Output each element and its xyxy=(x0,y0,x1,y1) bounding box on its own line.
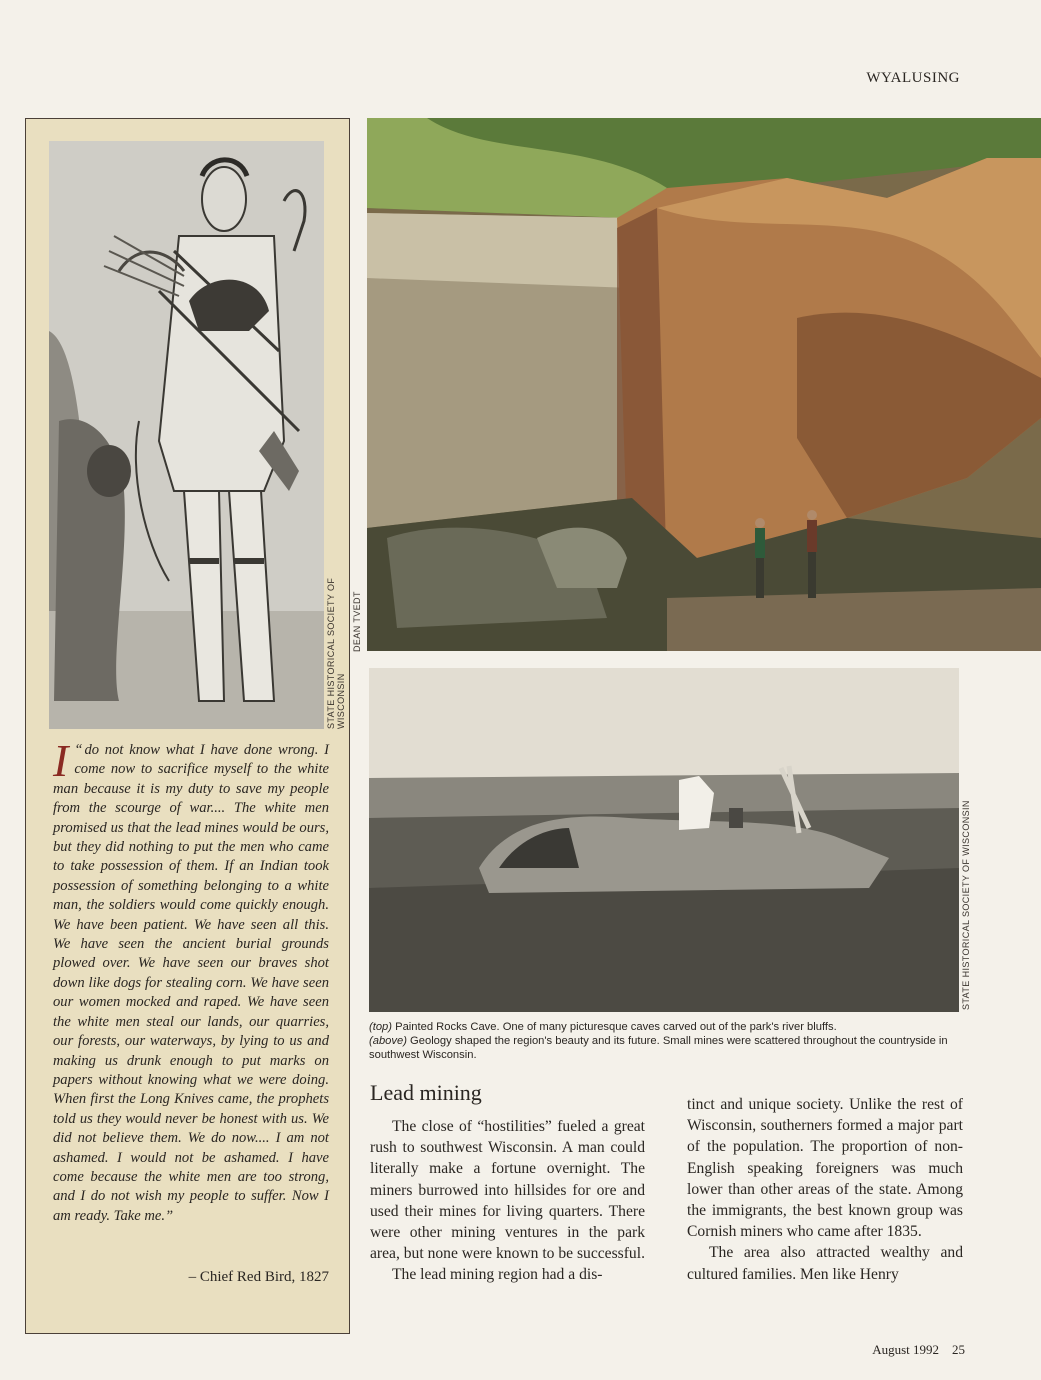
article-paragraph: The area also attracted wealthy and cultured families. Men like Henry xyxy=(687,1244,963,1283)
portrait-photo-credit: STATE HISTORICAL SOCIETY OF WISCONSIN xyxy=(326,577,346,729)
section-heading: Lead mining xyxy=(370,1080,482,1105)
mine-photo-credit: STATE HISTORICAL SOCIETY OF WISCONSIN xyxy=(961,800,971,1010)
lead-mine-photo xyxy=(369,668,959,1012)
caption-top xyxy=(369,1020,969,1034)
caption-above xyxy=(369,1034,969,1062)
running-head: WYALUSING xyxy=(866,70,960,86)
chief-red-bird-quote xyxy=(53,735,329,1226)
page-number: 25 xyxy=(952,1342,965,1357)
sidebar-box xyxy=(25,118,350,1334)
article-column-left xyxy=(370,1116,645,1286)
article-paragraph: The lead mining region had a dis- xyxy=(392,1266,603,1284)
caption-above-text: Geology shaped the region's beauty and its future. Small mines were scattered throughout the countryside in southwest Wisconsin. xyxy=(369,1035,948,1061)
caption-top-text: Painted Rocks Cave. One of many picturesque caves carved out of the park's river bluffs. xyxy=(392,1021,837,1033)
painted-rocks-cave-photo xyxy=(367,118,1041,651)
cave-photo-credit: DEAN TVEDT xyxy=(352,591,362,652)
issue-date: August 1992 xyxy=(872,1342,939,1357)
chief-red-bird-portrait xyxy=(49,141,324,729)
quote-open-mark: “ xyxy=(74,742,83,758)
page-footer xyxy=(800,1342,965,1358)
article-column-right xyxy=(687,1094,963,1285)
article-paragraph: tinct and unique society. Unlike the rest of Wisconsin, southerners formed a major part of the population. The proportion of non-English speaking foreigners was much lower than other areas of the state. Among the immigrants, the best known group was Cornish miners who came after 1835. xyxy=(687,1096,963,1241)
quote-text: do not know what I have done wrong. I come now to sacrifice myself to the white man because it is my duty to save my people from the scourge of war.... The white men promised us that the lead mines would be ours, but they did nothing to put the men who came to take possession of them. If an Indian took possession of something belonging to a white man, the soldiers would come quickly enough. We have been patient. We have seen all this. We have seen the ancient burial grounds plowed over. We have seen our braves shot down like dogs for stealing corn. We have seen our women mocked and raped. We have seen the white men steal our lands, our quarries, our forests, our waterways, by lying to us and making us drunk enough to put marks on papers without knowing what we were doing. When first the Long Knives came, the prophets told us they would never be honest with us. We did not believe them. We do now.... I am not ashamed. I would not be ashamed. I have come because the white men are too strong, and I do not wish my people to suffer. Now I am ready. Take me.” xyxy=(53,742,329,1224)
article-paragraph: The close of “hostilities” fueled a great rush to southwest Wisconsin. A man could literally make a fortune overnight. The miners burrowed into hillsides for ore and used their mines for living quarters. There were other mining ventures in the park area, but none were known to be successful. xyxy=(370,1118,645,1263)
caption-above-label: (above) xyxy=(369,1035,407,1047)
quote-drop-cap: I xyxy=(53,735,69,786)
quote-attribution: – Chief Red Bird, 1827 xyxy=(188,1269,329,1285)
photo-caption xyxy=(369,1020,969,1062)
caption-top-label: (top) xyxy=(369,1021,393,1033)
